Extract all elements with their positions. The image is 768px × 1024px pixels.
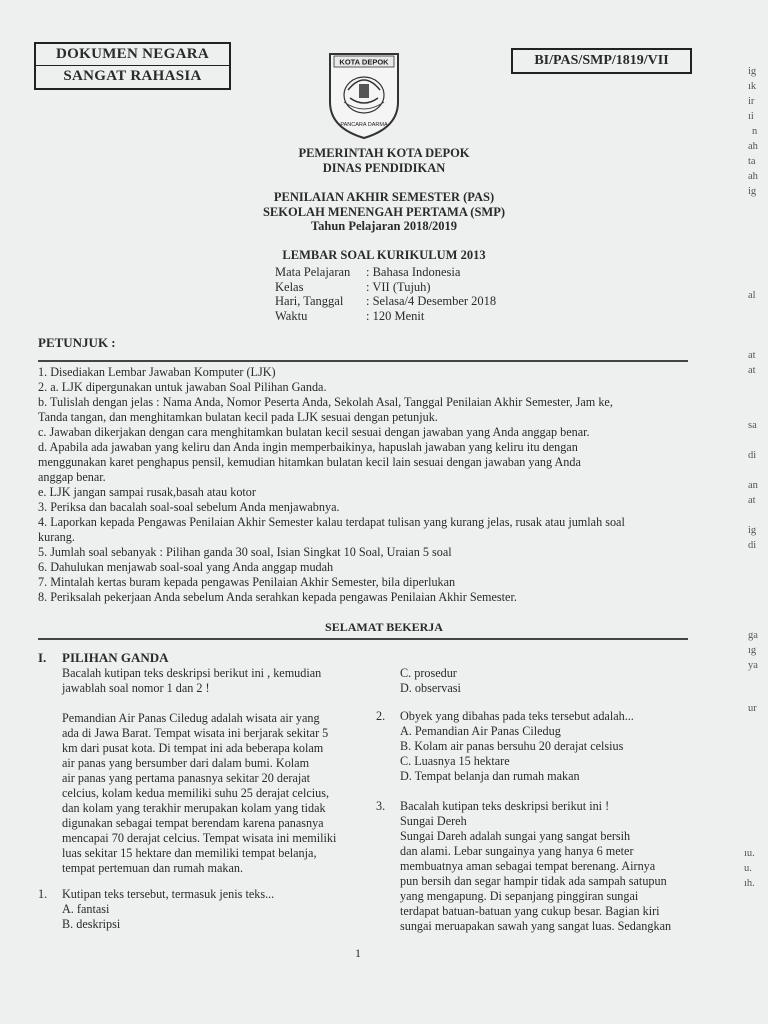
section-number: I. (38, 650, 47, 665)
document-code: BI/PAS/SMP/1819/VII (511, 48, 692, 74)
academic-year: Tahun Pelajaran 2018/2019 (310, 219, 458, 233)
text-line: membuatnya aman sebagai tempat berenang. Airnya (400, 859, 656, 873)
instruction-line: 7. Mintalah kertas buram kepada pengawas Penilaian Akhir Semester, bila diperlukan (38, 575, 456, 589)
text-line: celcius, kolam kedua memiliki suhu 25 derajat celcius, (62, 786, 330, 800)
question-number: 3. (376, 799, 386, 813)
answer-option: D. observasi (400, 681, 461, 695)
edge-fragment: at (748, 365, 756, 376)
info-row: Mata Pelajaran : Bahasa Indonesia (275, 265, 461, 279)
answer-option: C. Luasnya 15 hektare (400, 754, 510, 768)
edge-fragment: at (748, 495, 756, 506)
edge-fragment: ga (748, 630, 758, 641)
text-line: luas sekitar 15 hektare dan memiliki tempat belanja, (62, 846, 317, 860)
instruction-line: 3. Periksa dan bacalah soal-soal sebelum Anda menjawabnya. (38, 500, 340, 514)
section-title: PILIHAN GANDA (62, 650, 169, 665)
text-line: km dari pusat kota. Di tempat ini ada beberapa kolam (62, 741, 324, 755)
edge-fragment: u. (744, 863, 752, 874)
question-text: Bacalah kutipan teks deskripsi berikut ini ! (400, 799, 610, 813)
edge-fragment: ig (748, 186, 757, 197)
edge-fragment: ig (748, 66, 757, 77)
instruction-line: menggunakan karet penghapus pensil, kemudian hitamkan bulatan kecil lain sesuai dengan jawaban yang Anda (38, 455, 581, 469)
instruction-line: 5. Jumlah soal sebanyak : Pilihan ganda 30 soal, Isian Singkat 10 Soal, Uraian 5 soal (38, 545, 452, 559)
edge-fragment: ıi (748, 111, 754, 122)
edge-fragment: ir (748, 96, 755, 107)
edge-fragment: ıu. (744, 848, 755, 859)
svg-text:KOTA DEPOK: KOTA DEPOK (339, 57, 389, 67)
text-line: Bacalah kutipan teks deskripsi berikut ini , kemudian (62, 666, 322, 680)
edge-fragment: ur (748, 703, 757, 714)
petunjuk-title: PETUNJUK : (38, 335, 116, 350)
text-line: air panas yang bersumber dari dalam bumi. Kolam (62, 756, 310, 770)
text-line: Sungai Dareh adalah sungai yang sangat bersih (400, 829, 631, 843)
text-line: mencapai 70 derajat celcius. Tempat wisata ini memiliki (62, 831, 337, 845)
edge-fragment: ta (748, 156, 756, 167)
info-row: Kelas : VII (Tujuh) (275, 279, 431, 294)
selamat-bekerja: SELAMAT BEKERJA (325, 620, 443, 634)
school-level-title: SEKOLAH MENENGAH PERTAMA (SMP) (262, 205, 506, 219)
government-title: PEMERINTAH KOTA DEPOK (298, 146, 470, 160)
text-line: digunakan sebagai tempat berendam karena panasnya (62, 816, 324, 830)
sangat-rahasia-label: SANGAT RAHASIA (36, 65, 229, 87)
divider (38, 638, 688, 640)
edge-fragment: ah (748, 141, 758, 152)
edge-fragment: sa (748, 420, 757, 431)
edge-fragment: an (748, 480, 758, 491)
page-number: 1 (355, 946, 361, 960)
edge-fragment: n (752, 126, 758, 137)
edge-fragment: ig (748, 525, 757, 536)
info-row: Waktu : 120 Menit (275, 308, 425, 323)
answer-option: D. Tempat belanja dan rumah makan (400, 769, 580, 783)
answer-option: A. Pemandian Air Panas Ciledug (400, 724, 561, 738)
instruction-line: c. Jawaban dikerjakan dengan cara menghitamkan bulatan kecil sesuai dengan jawaban yang Anda anggap benar. (38, 425, 590, 439)
text-line: ada di Jawa Barat. Tempat wisata ini berjarak sekitar 5 (62, 726, 329, 740)
text-line: pun bersih dan segar hampir tidak ada sampah satupun (400, 874, 667, 888)
instruction-line: 2. a. LJK dipergunakan untuk jawaban Soal Pilihan Ganda. (38, 380, 327, 394)
text-line: yang mengapung. Di sepanjang pinggiran sungai (400, 889, 639, 903)
answer-option: B. deskripsi (62, 917, 121, 931)
instruction-line: anggap benar. (38, 470, 106, 484)
question-text: Obyek yang dibahas pada teks tersebut adalah... (400, 709, 634, 723)
edge-fragment: ık (748, 81, 757, 92)
info-row: Hari, Tanggal : Selasa/4 Desember 2018 (275, 294, 497, 309)
answer-option: C. prosedur (400, 666, 457, 680)
text-line: dan kolam yang terakhir merupakan kolam yang tidak (62, 801, 326, 815)
question-text: Kutipan teks tersebut, termasuk jenis teks... (62, 887, 275, 901)
edge-fragment: at (748, 350, 756, 361)
text-line: tempat pertemuan dan rumah makan. (62, 861, 244, 875)
edge-fragment: ya (748, 660, 758, 671)
sheet-title: LEMBAR SOAL KURIKULUM 2013 (282, 248, 486, 262)
edge-fragment: ıh. (744, 878, 755, 889)
answer-option: A. fantasi (62, 902, 110, 916)
dokumen-negara-label: DOKUMEN NEGARA (56, 46, 209, 62)
edge-fragment: ıg (748, 645, 757, 656)
instruction-line: e. LJK jangan sampai rusak,basah atau kotor (38, 485, 256, 499)
instruction-line: 1. Disediakan Lembar Jawaban Komputer (LJK) (38, 365, 276, 379)
question-number: 1. (38, 887, 48, 901)
edge-fragment: ah (748, 171, 758, 182)
department-title: DINAS PENDIDIKAN (322, 161, 446, 175)
text-line: Pemandian Air Panas Ciledug adalah wisata air yang (62, 711, 320, 725)
text-line: jawablah soal nomor 1 dan 2 ! (62, 681, 210, 695)
text-line: sungai meruapakan sawah yang sangat luas. Sedangkan (400, 919, 672, 933)
question-number: 2. (376, 709, 386, 723)
instruction-line: Tanda tangan, dan menghitamkan bulatan kecil pada LJK sesuai dengan petunjuk. (38, 410, 438, 424)
text-line: air panas yang pertama panasnya sekitar 20 derajat (62, 771, 311, 785)
edge-fragment: di (748, 540, 757, 551)
instruction-line: d. Apabila ada jawaban yang keliru dan Anda ingin memperbaikinya, hapuslah jawaban yang keliru itu dengan (38, 440, 578, 454)
divider (38, 360, 688, 362)
passage-title: Sungai Dereh (400, 814, 467, 828)
text-line: terdapat batuan-batuan yang cukup besar. Bagian kiri (400, 904, 660, 918)
instruction-line: 4. Laporkan kepada Pengawas Penilaian Akhir Semester kalau terdapat tulisan yang kurang jelas, rusak atau jumlah soal (38, 515, 625, 529)
instruction-line: b. Tulislah dengan jelas : Nama Anda, Nomor Peserta Anda, Sekolah Asal, Tanggal Penilaian Akhir Semester, Jam ke, (38, 395, 613, 409)
classification-box (34, 42, 231, 90)
answer-option: B. Kolam air panas bersuhu 20 derajat celsius (400, 739, 624, 753)
instruction-line: 8. Periksalah pekerjaan Anda sebelum Anda serahkan kepada pengawas Penilaian Akhir Semester. (38, 590, 517, 604)
svg-text:PANCARA DARMA: PANCARA DARMA (340, 122, 388, 128)
edge-fragment: al (748, 290, 756, 301)
instruction-line: 6. Dahulukan menjawab soal-soal yang Anda anggap mudah (38, 560, 334, 574)
exam-title: PENILAIAN AKHIR SEMESTER (PAS) (273, 190, 495, 204)
instruction-line: kurang. (38, 530, 75, 544)
edge-fragment: di (748, 450, 757, 461)
text-line: dan alami. Lebar sungainya yang hanya 6 meter (400, 844, 634, 858)
exam-info (275, 265, 496, 323)
kota-depok-emblem (326, 50, 402, 140)
